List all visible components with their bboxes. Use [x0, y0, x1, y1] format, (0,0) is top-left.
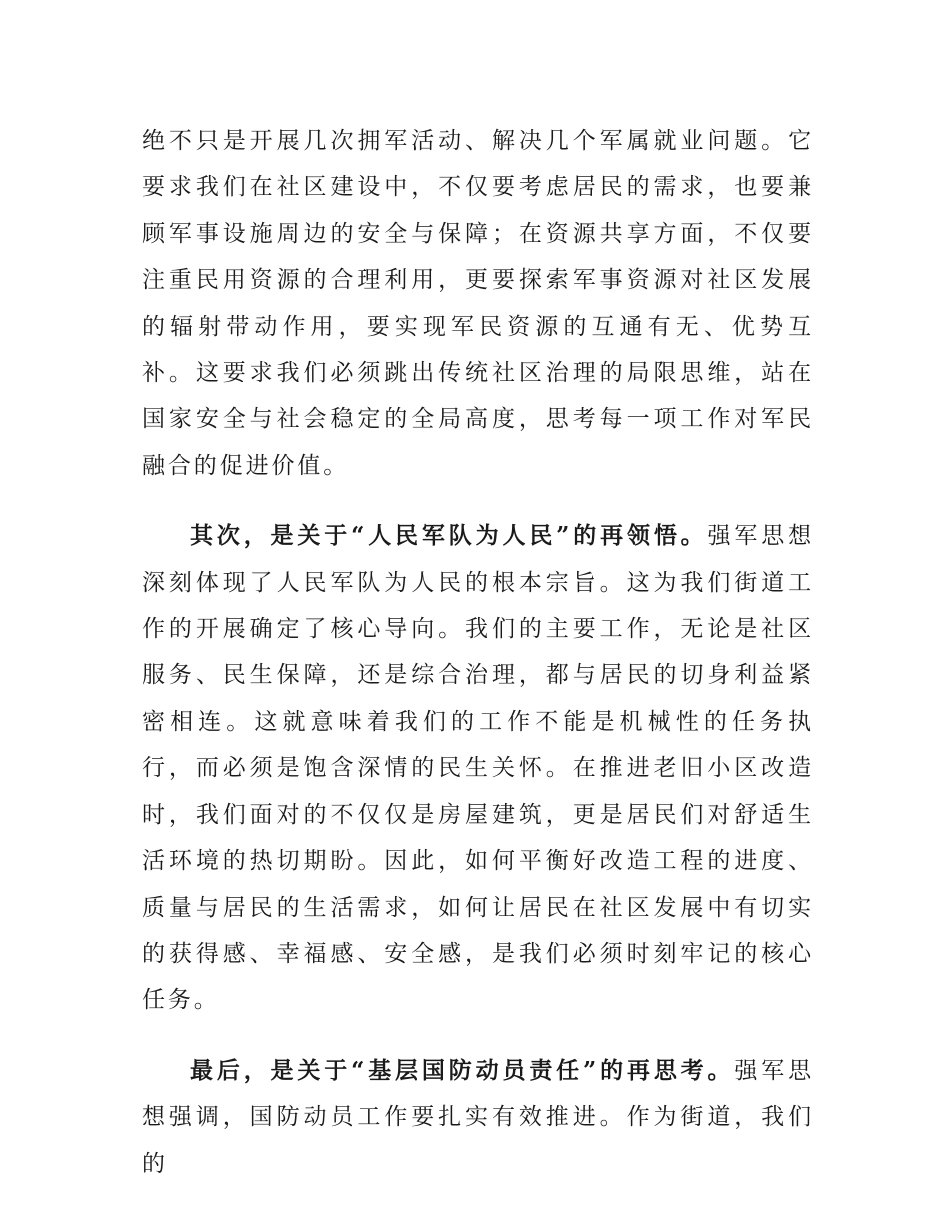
paragraph-heading: 其次，是关于“人民军队为人民”的再领悟。: [190, 522, 708, 550]
paragraph-heading: 最后，是关于“基层国防动员责任”的再思考。: [190, 1056, 735, 1084]
paragraph-text: 强军思想强调，国防动员工作要扎实有效推进。作为街道，我们的: [142, 1057, 814, 1177]
document-body: [142, 118, 814, 1187]
paragraph-continuation: [142, 118, 814, 489]
paragraph-text: 强军思想深刻体现了人民军队为人民的根本宗旨。这为我们街道工作的开展确定了核心导向。我们的主要工作，无论是社区服务、民生保障，还是综合治理，都与居民的切身利益紧密相连。这就意味着我们的工作不能是机械性的任务执行，而必须是饱含深情的民生关怀。在推进老旧小区改造时，我们面对的不仅仅是房屋建筑，更是居民们对舒适生活环境的热切期盼。因此，如何平衡好改造工程的进度、质量与居民的生活需求，如何让居民在社区发展中有切实的获得感、幸福感、安全感，是我们必须时刻牢记的核心任务。: [142, 523, 814, 1014]
paragraph-final-point: [142, 1048, 814, 1187]
paragraph-second-point: [142, 513, 814, 1023]
paragraph-text: 绝不只是开展几次拥军活动、解决几个军属就业问题。它要求我们在社区建设中，不仅要考虑居民的需求，也要兼顾军事设施周边的安全与保障；在资源共享方面，不仅要注重民用资源的合理利用，更要探索军事资源对社区发展的辐射带动作用，要实现军民资源的互通有无、优势互补。这要求我们必须跳出传统社区治理的局限思维，站在国家安全与社会稳定的全局高度，思考每一项工作对军民融合的促进价值。: [142, 128, 814, 479]
